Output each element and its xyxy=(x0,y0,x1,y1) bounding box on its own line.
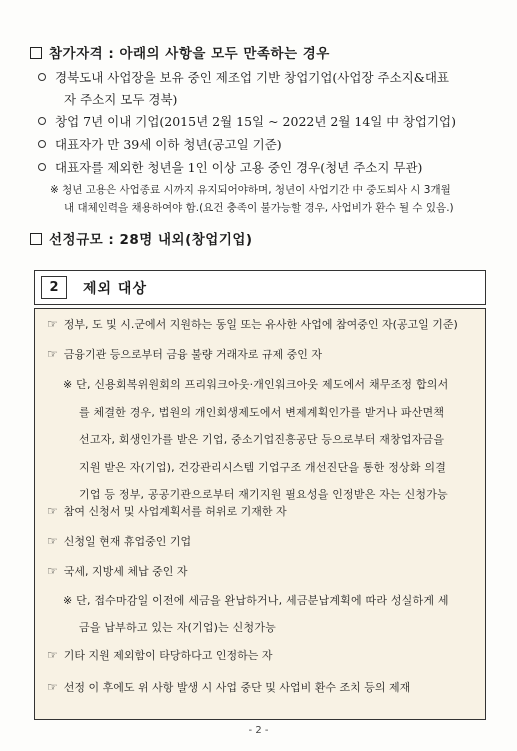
list-item: 경북도내 사업장을 보유 중인 제조업 기반 창업기업(사업장 주소지&대표 xyxy=(38,68,449,86)
eligibility-note-continuation: 내 대체인력을 채용하여야 함.(요건 충족이 불가능할 경우, 사업비가 환수 될 수 있음.) xyxy=(64,202,454,214)
exclusion-note-continuation: 기업 등 정부, 공공기관으로부터 재기지원 필요성을 인정받은 자는 신청가능 xyxy=(79,488,448,501)
exclusion-item: ☞ 신청일 현재 휴업중인 기업 xyxy=(47,534,192,548)
section-number: 2 xyxy=(41,276,67,299)
list-item-continuation: 자 주소지 모두 경북) xyxy=(64,92,178,107)
circle-bullet-icon xyxy=(38,163,46,171)
exclusion-item: ☞ 국세, 지방세 체납 중인 자 xyxy=(47,564,188,578)
exclusion-note-continuation: 금을 납부하고 있는 자(기업)는 신청가능 xyxy=(79,621,276,634)
exclusion-item: ☞ 기타 지원 제외함이 타당하다고 인정하는 자 xyxy=(47,648,273,662)
checkbox-empty-icon xyxy=(30,47,42,59)
exclusion-item: ☞ 참여 신청서 및 사업계획서를 허위로 기재한 자 xyxy=(47,504,287,518)
pointing-hand-icon: ☞ xyxy=(47,648,58,662)
pointing-hand-icon: ☞ xyxy=(47,680,58,694)
pointing-hand-icon: ☞ xyxy=(47,504,58,518)
list-item: 대표자가 만 39세 이하 청년(공고일 기준) xyxy=(38,135,282,153)
section-header xyxy=(34,270,486,305)
exclusion-item: ☞ 선정 이 후에도 위 사항 발생 시 사업 중단 및 사업비 환수 조치 등의 제재 xyxy=(47,680,411,694)
circle-bullet-icon xyxy=(38,117,46,125)
checkbox-empty-icon xyxy=(30,233,42,245)
pointing-hand-icon: ☞ xyxy=(47,347,58,361)
exclusion-note-continuation: 지원 받은 자(기업), 건강관리시스템 기업구조 개선진단을 통한 정상화 의결 xyxy=(79,461,447,474)
eligibility-note: ※ 청년 고용은 사업종료 시까지 유지되어야하며, 청년이 사업기간 中 중도퇴사 시 3개월 xyxy=(50,184,451,196)
exclusion-note: ※ 단, 신용회복위원회의 프리워크아웃·개인워크아웃 제도에서 채무조정 합의서 xyxy=(63,378,449,391)
section-title: 제외 대상 xyxy=(83,281,147,297)
exclusion-note: ※ 단, 접수마감일 이전에 세금을 완납하거나, 세금분납계획에 따라 성실하게 세 xyxy=(63,594,449,607)
circle-bullet-icon xyxy=(38,73,46,81)
circle-bullet-icon xyxy=(38,140,46,148)
pointing-hand-icon: ☞ xyxy=(47,564,58,578)
list-item: 대표자를 제외한 청년을 1인 이상 고용 중인 경우(청년 주소지 무관) xyxy=(38,158,422,176)
exclusions-box xyxy=(34,308,486,720)
exclusion-item: ☞ 금융기관 등으로부터 금융 불량 거래자로 규제 중인 자 xyxy=(47,347,323,361)
exclusion-note-continuation: 선고자, 회생인가를 받은 기업, 중소기업진흥공단 등으로부터 재창업자금을 xyxy=(79,433,445,446)
page-number: - 2 - xyxy=(248,725,269,736)
scale-heading: 선정규모 : 28명 내외(창업기업) xyxy=(30,228,253,248)
pointing-hand-icon: ☞ xyxy=(47,534,58,548)
pointing-hand-icon: ☞ xyxy=(47,317,58,331)
exclusion-item: ☞ 정부, 도 및 시.군에서 지원하는 동일 또는 유사한 사업에 참여중인 자(공고일 기준) xyxy=(47,317,458,331)
eligibility-heading: 참가자격 : 아래의 사항을 모두 만족하는 경우 xyxy=(30,42,330,62)
list-item: 창업 7년 이내 기업(2015년 2월 15일 ~ 2022년 2월 14일 中 창업기업) xyxy=(38,112,456,130)
exclusion-note-continuation: 를 체결한 경우, 법원의 개인회생제도에서 변제계획인가를 받거나 파산면책 xyxy=(79,406,445,419)
